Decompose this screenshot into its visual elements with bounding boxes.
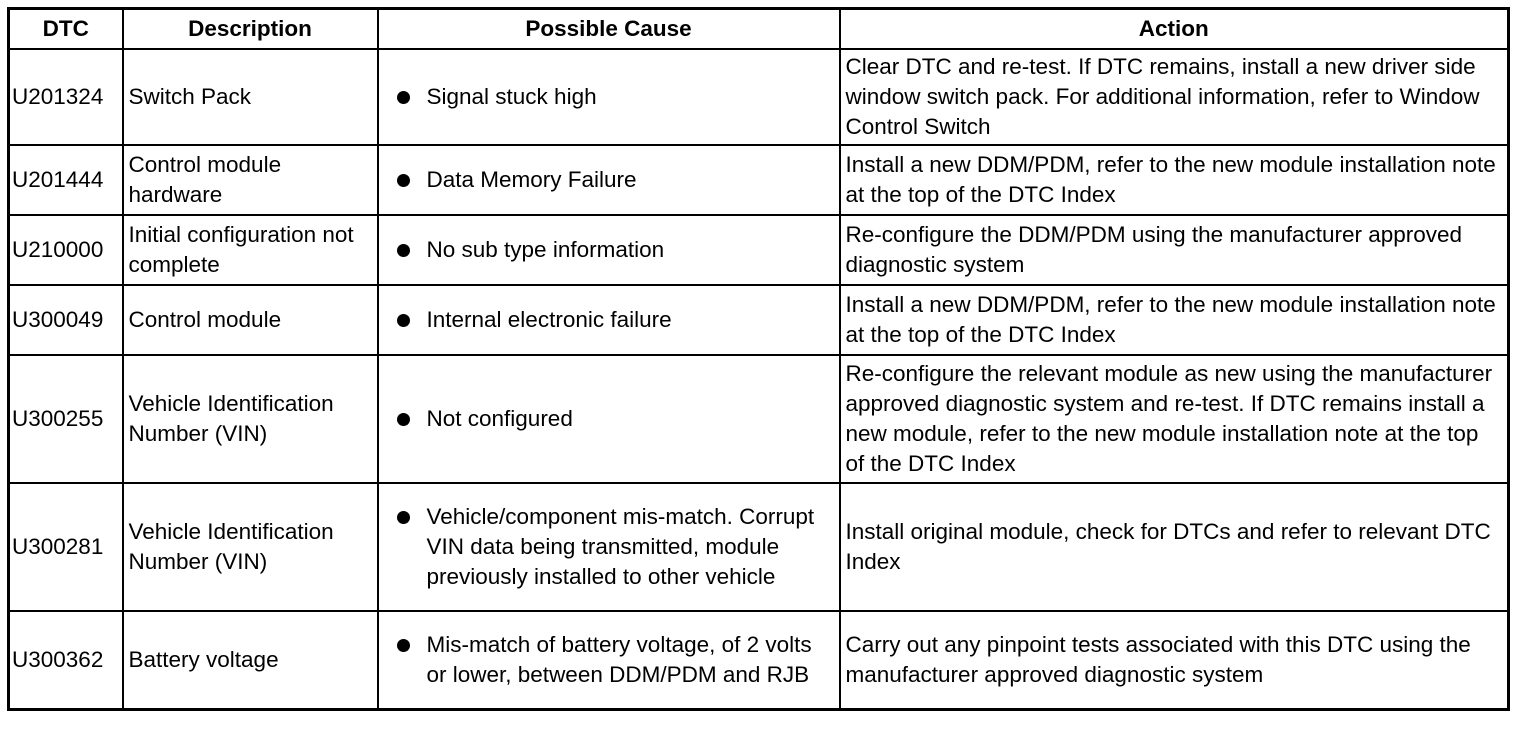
action-text: Install a new DDM/PDM, refer to the new module installation note at the top of the DTC Index xyxy=(840,285,1509,355)
dtc-code: U300049 xyxy=(9,285,123,355)
cause-text: Not configured xyxy=(426,406,573,431)
bullet-icon xyxy=(397,174,410,187)
dtc-code: U300281 xyxy=(9,483,123,611)
action-text: Carry out any pinpoint tests associated with this DTC using the manufacturer approved diagnostic system xyxy=(840,611,1509,710)
cause-text: No sub type information xyxy=(426,237,665,262)
header-row xyxy=(9,9,1509,50)
dtc-table xyxy=(7,7,1510,711)
bullet-icon xyxy=(397,91,410,104)
dtc-description: Vehicle Identification Number (VIN) xyxy=(123,483,378,611)
table-body xyxy=(9,49,1509,710)
dtc-description: Battery voltage xyxy=(123,611,378,710)
action-text: Re-configure the relevant module as new using the manufacturer approved diagnostic system and re-test. If DTC remains install a new module, refer to the new module installation note at the top of the DTC Index xyxy=(840,355,1509,483)
dtc-document xyxy=(7,7,1510,711)
possible-cause-cell xyxy=(378,611,840,710)
dtc-description: Control module hardware xyxy=(123,145,378,215)
possible-cause-cell xyxy=(378,483,840,611)
cause-list-item xyxy=(397,630,833,690)
dtc-code: U201324 xyxy=(9,49,123,145)
dtc-code: U300362 xyxy=(9,611,123,710)
dtc-code: U300255 xyxy=(9,355,123,483)
bullet-icon xyxy=(397,639,410,652)
header-possible-cause: Possible Cause xyxy=(378,9,840,50)
action-text: Install a new DDM/PDM, refer to the new module installation note at the top of the DTC Index xyxy=(840,145,1509,215)
header-description: Description xyxy=(123,9,378,50)
header-action: Action xyxy=(840,9,1509,50)
bullet-icon xyxy=(397,314,410,327)
table-row xyxy=(9,285,1509,355)
possible-cause-cell xyxy=(378,145,840,215)
bullet-icon xyxy=(397,244,410,257)
dtc-description: Vehicle Identification Number (VIN) xyxy=(123,355,378,483)
dtc-code: U210000 xyxy=(9,215,123,285)
cause-text: Internal electronic failure xyxy=(426,307,672,332)
action-text: Re-configure the DDM/PDM using the manufacturer approved diagnostic system xyxy=(840,215,1509,285)
cause-list-item xyxy=(397,82,833,112)
cause-text: Vehicle/component mis-match. Corrupt VIN data being transmitted, module previously installed to other vehicle xyxy=(426,504,815,589)
table-header xyxy=(9,9,1509,50)
header-dtc: DTC xyxy=(9,9,123,50)
cause-text: Data Memory Failure xyxy=(426,167,637,192)
table-row xyxy=(9,49,1509,145)
table-row xyxy=(9,215,1509,285)
dtc-description: Switch Pack xyxy=(123,49,378,145)
action-text: Install original module, check for DTCs and refer to relevant DTC Index xyxy=(840,483,1509,611)
dtc-description: Initial configuration not complete xyxy=(123,215,378,285)
table-row xyxy=(9,611,1509,710)
cause-text: Mis-match of battery voltage, of 2 volts or lower, between DDM/PDM and RJB xyxy=(426,632,812,687)
possible-cause-cell xyxy=(378,285,840,355)
table-row xyxy=(9,355,1509,483)
table-row xyxy=(9,145,1509,215)
dtc-description: Control module xyxy=(123,285,378,355)
cause-list-item xyxy=(397,165,833,195)
possible-cause-cell xyxy=(378,215,840,285)
cause-list-item xyxy=(397,404,833,434)
cause-text: Signal stuck high xyxy=(426,84,597,109)
possible-cause-cell xyxy=(378,355,840,483)
possible-cause-cell xyxy=(378,49,840,145)
cause-list-item xyxy=(397,502,833,592)
cause-list-item xyxy=(397,305,833,335)
action-text: Clear DTC and re-test. If DTC remains, install a new driver side window switch pack. For additional information, refer to Window Control Switch xyxy=(840,49,1509,145)
bullet-icon xyxy=(397,511,410,524)
cause-list-item xyxy=(397,235,833,265)
bullet-icon xyxy=(397,413,410,426)
table-row xyxy=(9,483,1509,611)
dtc-code: U201444 xyxy=(9,145,123,215)
